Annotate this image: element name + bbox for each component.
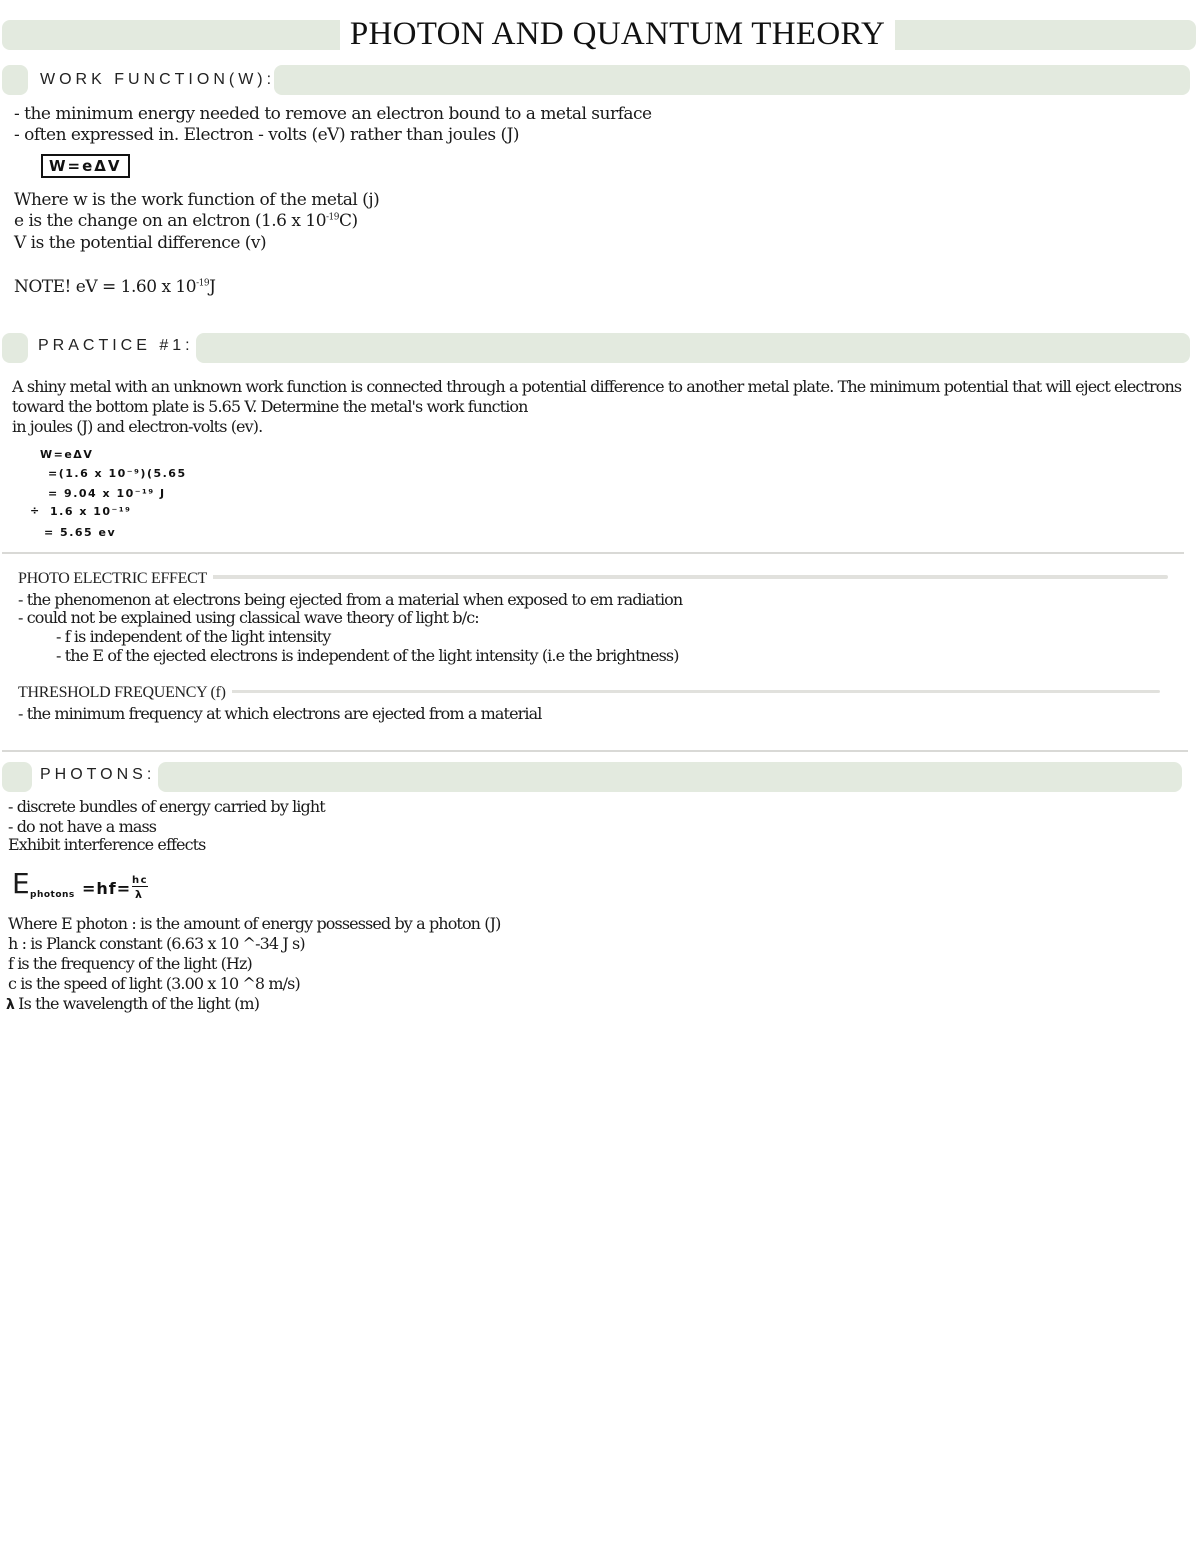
work-step-2: =(1.6 x 10⁻⁹)(5.65 bbox=[48, 467, 187, 480]
where-lambda: λ Is the wavelength of the light (m) bbox=[6, 994, 260, 1013]
work-step-3: = 9.04 x 10⁻¹⁹ J bbox=[48, 487, 166, 500]
work-step-4: 1.6 x 10⁻¹⁹ bbox=[50, 505, 132, 518]
where-e-photon: Where E photon : is the amount of energy possessed by a photon (J) bbox=[8, 914, 501, 933]
practice-problem-units: in joules (J) and electron-volts (ev). bbox=[12, 417, 263, 436]
work-step-5: = 5.65 ev bbox=[44, 526, 117, 539]
work-function-bullet-1: - the minimum energy needed to remove an electron bound to a metal surface bbox=[14, 104, 652, 124]
divide-symbol: ÷ bbox=[30, 504, 41, 517]
where-v-line: V is the potential difference (v) bbox=[14, 233, 267, 253]
formula-subscript: photons bbox=[30, 890, 75, 900]
photons-bullet-1: - discrete bundles of energy carried by light bbox=[8, 797, 325, 816]
section-divider bbox=[2, 750, 1188, 752]
photons-bullet-3: Exhibit interference effects bbox=[8, 835, 206, 854]
heading-band bbox=[196, 333, 1190, 363]
formula-middle: =hf= bbox=[82, 879, 132, 898]
threshold-heading: THRESHOLD FREQUENCY (f) bbox=[18, 684, 232, 702]
photons-bullet-2: - do not have a mass bbox=[8, 817, 157, 836]
where-h: h : is Planck constant (6.63 x 10 ^-34 J s) bbox=[8, 934, 305, 953]
formula-e: E bbox=[12, 867, 30, 900]
page-title: PHOTON AND QUANTUM THEORY bbox=[0, 16, 1200, 53]
photoelectric-sub-bullet-2: - the E of the ejected electrons is independent of the light intensity (i.e the brightness) bbox=[56, 646, 679, 665]
section-divider bbox=[2, 552, 1184, 554]
where-w-line: Where w is the work function of the metal (j) bbox=[14, 190, 380, 210]
where-c: c is the speed of light (3.00 x 10 ^8 m/s) bbox=[8, 974, 300, 993]
work-function-bullet-2: - often expressed in. Electron - volts (eV) rather than joules (J) bbox=[14, 125, 520, 145]
photoelectric-heading: PHOTO ELECTRIC EFFECT bbox=[18, 570, 213, 588]
heading-band-left bbox=[2, 333, 28, 363]
heading-band-left bbox=[2, 65, 28, 95]
practice-heading: PRACTICE #1: bbox=[38, 337, 194, 354]
note-line: NOTE! eV = 1.60 x $10^{-19}J$ bbox=[14, 277, 216, 297]
photoelectric-sub-bullet-1: - f is independent of the light intensity bbox=[56, 627, 331, 646]
threshold-bullet: - the minimum frequency at which electrons are ejected from a material bbox=[18, 704, 542, 723]
note-exponent: -19 bbox=[196, 278, 210, 289]
lambda-symbol: λ bbox=[6, 997, 14, 1013]
photoelectric-bullet-2: - could not be explained using classical wave theory of light b/c: bbox=[18, 608, 479, 627]
heading-band bbox=[274, 65, 1190, 95]
formula-denominator: λ bbox=[135, 888, 144, 901]
charge-exponent: -19 bbox=[326, 212, 340, 223]
heading-band bbox=[158, 762, 1182, 792]
work-step-1: W=eΔV bbox=[40, 448, 94, 461]
work-function-formula: W=eΔV bbox=[41, 154, 130, 178]
where-e-line: e is the change on an elctron (1.6 x $10^{-19}C$) bbox=[14, 211, 358, 231]
formula-numerator: hc bbox=[132, 875, 149, 886]
work-function-heading: WORK FUNCTION(W): bbox=[40, 71, 276, 88]
practice-problem: A shiny metal with an unknown work function is connected through a potential difference to another metal plate. The minimum potential that will eject electrons toward the bottom plate is 5.65 V. Determine the metal's work function bbox=[12, 377, 1182, 416]
photons-heading: PHOTONS: bbox=[40, 766, 156, 783]
where-f: f is the frequency of the light (Hz) bbox=[8, 954, 252, 973]
heading-band-left bbox=[2, 762, 32, 792]
photoelectric-bullet-1: - the phenomenon at electrons being ejected from a material when exposed to em radiation bbox=[18, 590, 683, 609]
